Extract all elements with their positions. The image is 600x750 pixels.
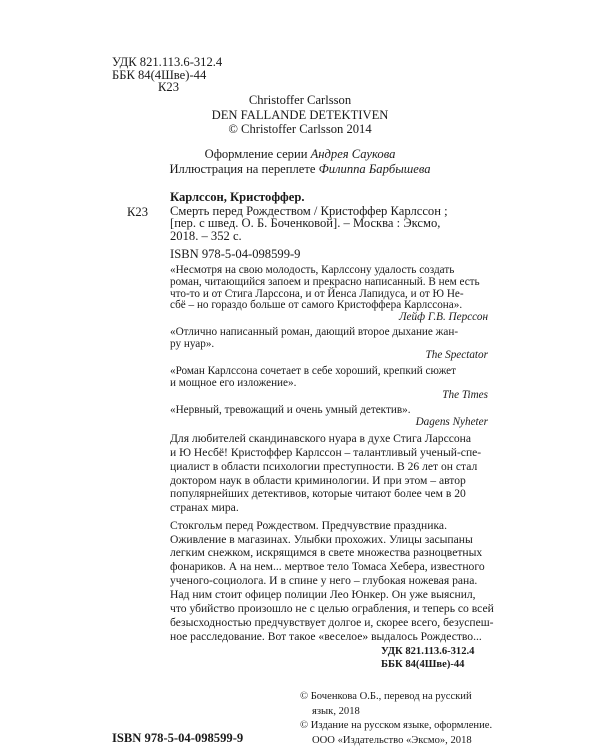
annotation-line: Оживление в магазинах. Улыбки прохожих. Улицы засыпаны (170, 532, 473, 546)
annotation-line: и Ю Несбё! Кристоффер Карлссон – талантливый ученый-спе- (170, 445, 482, 459)
review-line: «Отлично написанный роман, дающий второе дыхание жан- (170, 325, 459, 338)
series-design-label: Оформление серии (204, 147, 311, 162)
top-author-mark: К23 (158, 80, 179, 95)
annotation-line: Над ним стоит офицер полиции Лео Юнкер. Он уже выяснил, (170, 588, 476, 602)
catalog-heading: Карлссон, Кристоффер. (170, 190, 305, 205)
annotation-paragraph-1 (170, 432, 488, 515)
annotation-line: ное расследование. Вот такое «веселое» выдалось Рождество... (170, 629, 482, 643)
annotation-line: доктором наук в области криминологии. И при этом – автор (170, 473, 466, 487)
review-3 (170, 366, 488, 401)
bottom-udk-code: УДК 821.113.6-312.4 (381, 646, 475, 658)
review-1 (170, 265, 488, 324)
review-line: «Нервный, тревожащий и очень умный детектив». (170, 404, 411, 417)
illustration-label: Иллюстрация на переплете (169, 161, 319, 176)
review-line: сбё – но гораздо больше от самого Кристоффера Карлссона». (170, 299, 463, 312)
annotation-line: популярнейших детективов, которые читают более чем в 20 (170, 487, 466, 501)
review-2 (170, 327, 488, 362)
annotation-paragraph-2 (170, 518, 494, 644)
annotation-line: легким снежком, искрящимся в свете множества разноцветных (170, 546, 483, 560)
review-line: «Роман Карлссона сочетает в себе хороший, крепкий сюжет (170, 365, 457, 378)
catalog-desc-line: [пер. с швед. О. Б. Боченковой]. – Москва : Эксмо, (170, 216, 441, 231)
annotation-line: странах мира. (170, 501, 239, 515)
annotation-line: ученого-социолога. И в спине у него – глубокая ножевая рана. (170, 574, 478, 588)
rights-line: © Издание на русском языке, оформление. (300, 720, 493, 732)
catalog-desc-line: Смерть перед Рождеством / Кристоффер Карлссон ; (170, 203, 448, 218)
catalog-isbn: ISBN 978-5-04-098599-9 (170, 247, 301, 262)
rights-line: © Боченкова О.Б., перевод на русский (300, 691, 472, 703)
review-line: ру нуар». (170, 337, 215, 350)
review-line: и мощное его изложение». (170, 376, 297, 389)
top-bbk-code: ББК 84(4Шве)-44 (112, 67, 207, 82)
rights-block (300, 691, 492, 749)
original-author: Christoffer Carlsson (248, 92, 352, 107)
illustrator-name: Филиппа Барбышева (318, 161, 431, 176)
bottom-bbk-code: ББК 84(4Шве)-44 (381, 658, 465, 670)
annotation-line: фонариков. А на нем... мертвое тело Томаса Хебера, известного (170, 560, 485, 574)
illustration-credit (0, 162, 600, 176)
review-line: роман, читающийся запоем и прекрасно написанный. В нем есть (170, 275, 480, 288)
catalog-mark: К23 (127, 204, 148, 219)
review-line: что-то и от Стига Ларссона, и от Йенса Лапидуса, и от Ю Не- (170, 287, 464, 300)
original-title: DEN FALLANDE DETEKTIVEN (211, 108, 389, 122)
series-designer-name: Андрея Саукова (310, 147, 396, 162)
annotation-line: Для любителей скандинавского нуара в духе Стига Ларссона (170, 432, 472, 446)
review-line: «Несмотря на свою молодость, Карлссону удалость создать (170, 264, 455, 277)
review-source: Лейф Г.В. Перссон (398, 311, 488, 323)
annotation-line: циалист в области психологии преступности. В 26 лет он стал (170, 459, 478, 473)
bottom-isbn: ISBN 978-5-04-098599-9 (112, 731, 244, 746)
review-4 (170, 405, 488, 428)
annotation-line: безысходностью предчувствует долгое и, скорее всего, безуспеш- (170, 615, 494, 629)
review-source: The Spectator (425, 349, 488, 362)
original-copyright: © Christoffer Carlsson 2014 (228, 122, 372, 137)
review-source: The Times (442, 388, 488, 401)
catalog-description (170, 205, 448, 244)
review-source: Dagens Nyheter (415, 416, 488, 429)
catalog-desc-line: 2018. – 352 с. (170, 229, 242, 244)
rights-line: язык, 2018 (312, 705, 360, 717)
series-design-credit (0, 147, 600, 161)
annotation-line: что убийство произошло не с целью ограбления, и теперь со всей (170, 601, 494, 615)
rights-line: ООО «Издательство «Эксмо», 2018 (312, 734, 472, 746)
top-udk-code: УДК 821.113.6-312.4 (112, 55, 223, 70)
annotation-line: Стокгольм перед Рождеством. Предчувствие праздника. (170, 518, 447, 532)
